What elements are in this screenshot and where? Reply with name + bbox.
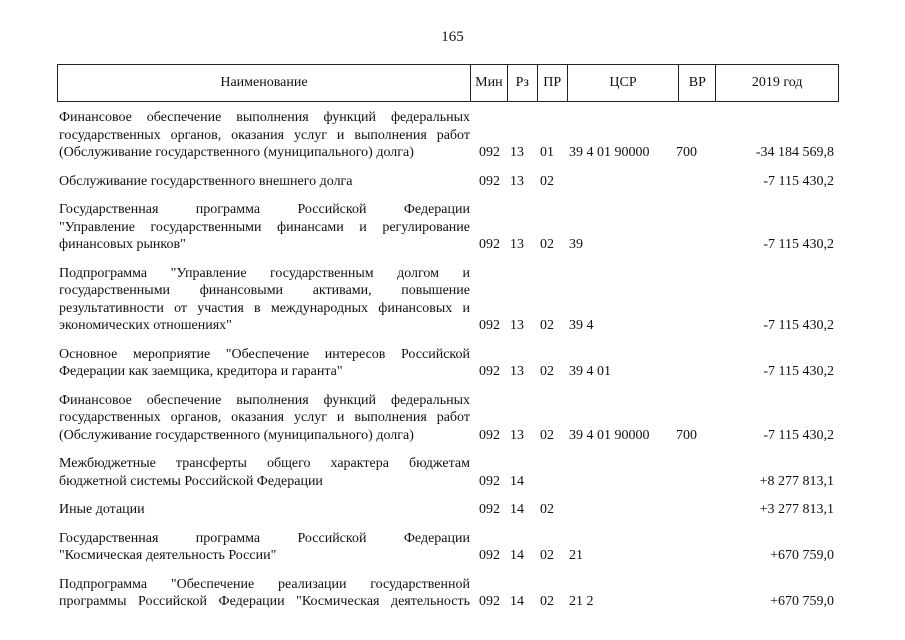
row-csr: 39 4 (569, 318, 594, 333)
row-min: 092 (479, 548, 500, 563)
table-row (0, 265, 905, 335)
row-name-line: "Космическая деятельность России" (59, 548, 277, 563)
row-amount: -7 115 430,2 (763, 173, 834, 189)
row-amount: -7 115 430,2 (763, 364, 834, 379)
row-name-line: государственными финансовыми активами, повышение (59, 283, 470, 298)
row-rz: 13 (510, 145, 524, 160)
row-name-line: результативности от участия в международных финансовых и (59, 300, 470, 316)
row-min: 092 (479, 502, 500, 517)
row-pr: 01 (540, 145, 554, 160)
row-name-line: Федерации как заемщика, кредитора и гаранта" (59, 364, 343, 379)
row-min: 092 (479, 237, 500, 252)
row-pr: 02 (540, 173, 554, 189)
table-row (0, 501, 905, 519)
table-row (0, 346, 905, 381)
row-name-line: программы Российской Федерации "Космическая деятельность (59, 594, 470, 609)
row-name-line: государственных органов, оказания услуг и выполнения работ (59, 410, 470, 425)
header-name: Наименование (220, 75, 308, 90)
row-min: 092 (479, 318, 500, 333)
row-min: 092 (479, 145, 500, 160)
row-rz: 13 (510, 364, 524, 379)
row-pr: 02 (540, 364, 554, 379)
header-csr: ЦСР (567, 65, 679, 101)
table-row (0, 173, 905, 191)
row-csr: 39 4 01 (569, 364, 611, 379)
row-name-line: (Обслуживание государственного (муниципального) долга) (59, 427, 414, 443)
row-name-line: "Управление государственными финансами и регулирование (59, 219, 470, 235)
table-row (0, 109, 905, 162)
row-csr: 21 2 (569, 594, 594, 609)
header-pr: ПР (537, 65, 567, 101)
table-header (57, 64, 839, 102)
row-name-line: финансовых рынков" (59, 237, 186, 252)
header-rz: Рз (507, 65, 537, 101)
table-row (0, 530, 905, 565)
row-amount: -7 115 430,2 (763, 237, 834, 252)
row-csr: 39 (569, 237, 583, 252)
table-row (0, 455, 905, 490)
row-rz: 13 (510, 173, 524, 189)
header-year: 2019 год (715, 65, 838, 101)
table-row (0, 201, 905, 254)
row-vr: 700 (676, 427, 697, 443)
row-min: 092 (479, 364, 500, 379)
row-vr: 700 (676, 145, 697, 160)
row-rz: 13 (510, 427, 524, 443)
row-name-line: Государственная программа Российской Федерации (59, 530, 470, 546)
row-rz: 14 (510, 548, 524, 563)
row-amount: +8 277 813,1 (759, 473, 834, 489)
page-number: 165 (441, 29, 464, 45)
row-rz: 14 (510, 594, 524, 609)
row-pr: 02 (540, 548, 554, 563)
row-amount: -7 115 430,2 (763, 318, 834, 333)
row-rz: 14 (510, 473, 524, 489)
row-pr: 02 (540, 237, 554, 252)
row-amount: +670 759,0 (770, 594, 834, 609)
row-name-line: бюджетной системы Российской Федерации (59, 473, 323, 489)
row-rz: 13 (510, 318, 524, 333)
row-amount: +670 759,0 (770, 548, 834, 563)
row-pr: 02 (540, 502, 554, 517)
row-name-line: Финансовое обеспечение выполнения функций федеральных (59, 110, 470, 125)
row-name-line: государственных органов, оказания услуг и выполнения работ (59, 127, 470, 143)
row-name-line: Основное мероприятие "Обеспечение интересов Российской (59, 346, 470, 362)
row-min: 092 (479, 427, 500, 443)
table-row (0, 576, 905, 611)
row-min: 092 (479, 173, 500, 189)
row-name-line: Финансовое обеспечение выполнения функций федеральных (59, 392, 470, 408)
row-name-line: Межбюджетные трансферты общего характера бюджетам (59, 456, 470, 471)
row-min: 092 (479, 473, 500, 489)
row-min: 092 (479, 594, 500, 609)
header-min: Мин (470, 65, 507, 101)
row-name-line: Подпрограмма "Управление государственным долгом и (59, 265, 470, 281)
row-pr: 02 (540, 427, 554, 443)
header-vr: ВР (678, 65, 715, 101)
row-name-line: (Обслуживание государственного (муниципального) долга) (59, 145, 414, 160)
row-name-line: Иные дотации (59, 502, 145, 517)
row-csr: 21 (569, 548, 583, 563)
row-pr: 02 (540, 318, 554, 333)
row-pr: 02 (540, 594, 554, 609)
row-name-line: экономических отношениях" (59, 318, 232, 333)
table-row (0, 392, 905, 445)
row-csr: 39 4 01 90000 (569, 145, 650, 160)
row-csr: 39 4 01 90000 (569, 427, 650, 443)
row-name-line: Государственная программа Российской Федерации (59, 202, 470, 217)
row-rz: 13 (510, 237, 524, 252)
row-amount: -34 184 569,8 (755, 145, 834, 160)
row-name-line: Обслуживание государственного внешнего долга (59, 173, 353, 189)
row-rz: 14 (510, 502, 524, 517)
row-amount: +3 277 813,1 (759, 502, 834, 517)
row-name-line: Подпрограмма "Обеспечение реализации государственной (59, 576, 470, 592)
row-amount: -7 115 430,2 (763, 427, 834, 443)
table-body (0, 109, 905, 622)
